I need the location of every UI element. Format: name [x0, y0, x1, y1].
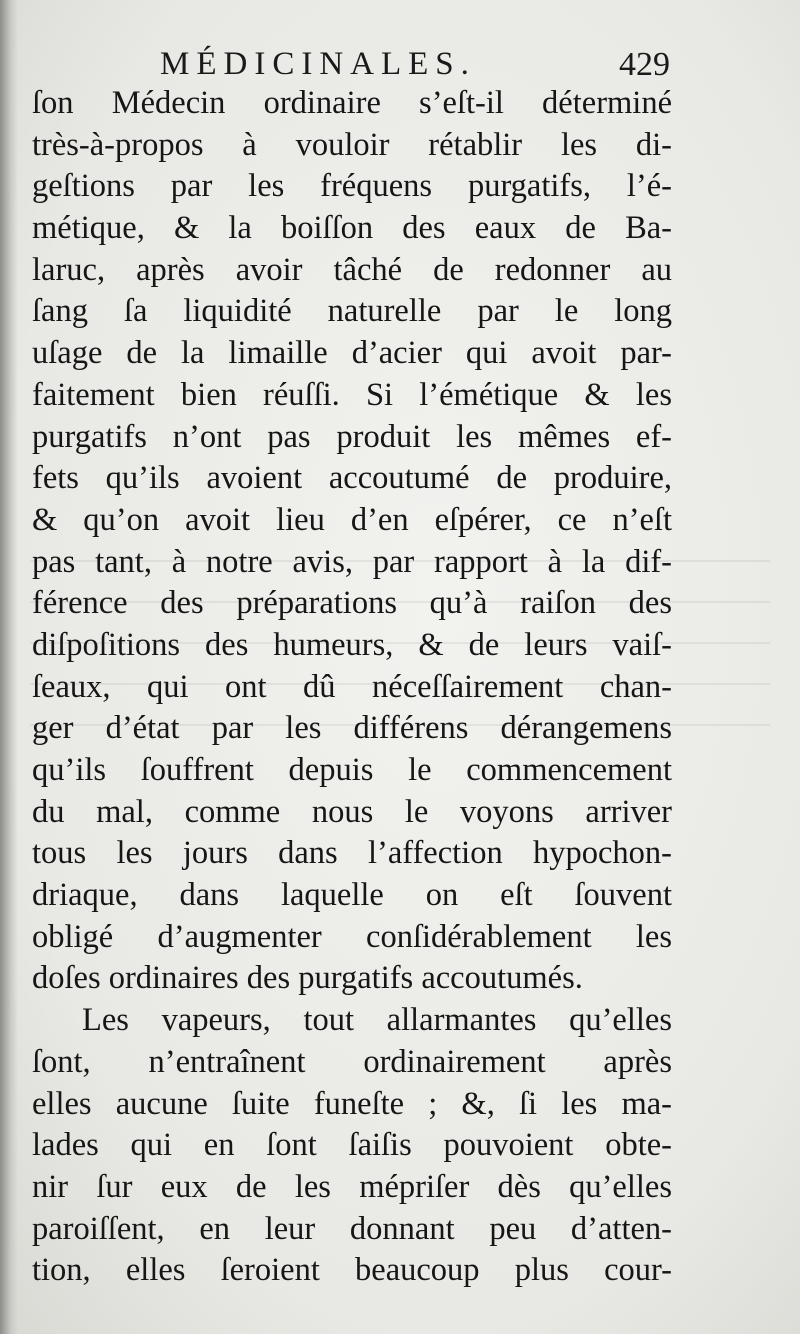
text-line: très-à-propos à vouloir rétablir les di- — [32, 126, 672, 163]
text-line: ſont, n’entraînent ordinairement après — [32, 1043, 672, 1080]
body-text — [32, 83, 672, 1292]
text-line: nir ſur eux de les mépriſer dès qu’elles — [32, 1168, 672, 1205]
text-line: qu’ils ſouffrent depuis le commencement — [32, 752, 672, 788]
text-line: férence des préparations qu’à raiſon des — [32, 585, 672, 622]
text-line: geſtions par les fréquens purgatifs, l’é- — [32, 168, 672, 205]
text-line: tion, elles ſeroient beaucoup plus cour- — [32, 1252, 672, 1289]
text-line: fets qu’ils avoient accoutumé de produire, — [32, 460, 672, 497]
text-line: ſon Médecin ordinaire s’eſt-il déterminé — [32, 85, 672, 121]
text-line: du mal, comme nous le voyons arriver — [32, 793, 672, 830]
text-line: lades qui en ſont ſaiſis pouvoient obte- — [32, 1127, 672, 1164]
text-line: Les vapeurs, tout allarmantes qu’elles — [82, 1002, 672, 1039]
text-line: & qu’on avoit lieu d’en eſpérer, ce n’eſt — [32, 501, 672, 538]
text-line: ſeaux, qui ont dû néceſſairement chan- — [32, 668, 672, 705]
text-line: métique, & la boiſſon des eaux de Ba- — [32, 210, 672, 247]
text-line: elles aucune ſuite funeſte ; &, ſi les ma- — [32, 1085, 672, 1122]
text-line: faitement bien réuſſi. Si l’émétique & les — [32, 376, 672, 413]
text-line: ſang ſa liquidité naturelle par le long — [32, 293, 672, 330]
text-line: driaque, dans laquelle on eſt ſouvent — [32, 877, 672, 914]
text-line: ger d’état par les différens dérangemens — [32, 710, 672, 747]
text-line: purgatifs n’ont pas produit les mêmes ef- — [32, 418, 672, 455]
text-line: paroiſſent, en leur donnant peu d’atten- — [32, 1210, 672, 1247]
text-line: tous les jours dans l’affection hypochon- — [32, 835, 672, 872]
page-number: 429 — [619, 46, 670, 83]
page-gutter-shadow — [0, 0, 18, 1334]
text-line: pas tant, à notre avis, par rapport à la dif- — [32, 543, 672, 580]
text-line: obligé d’augmenter conſidérablement les — [32, 918, 672, 955]
text-line: uſage de la limaille d’acier qui avoit par- — [32, 335, 672, 372]
text-line: doſes ordinaires des purgatifs accoutumés. — [32, 960, 583, 997]
text-line: diſpoſitions des humeurs, & de leurs vaiſ- — [32, 626, 672, 663]
text-line: laruc, après avoir tâché de redonner au — [32, 251, 672, 288]
running-head: MÉDICINALES. — [160, 46, 476, 82]
